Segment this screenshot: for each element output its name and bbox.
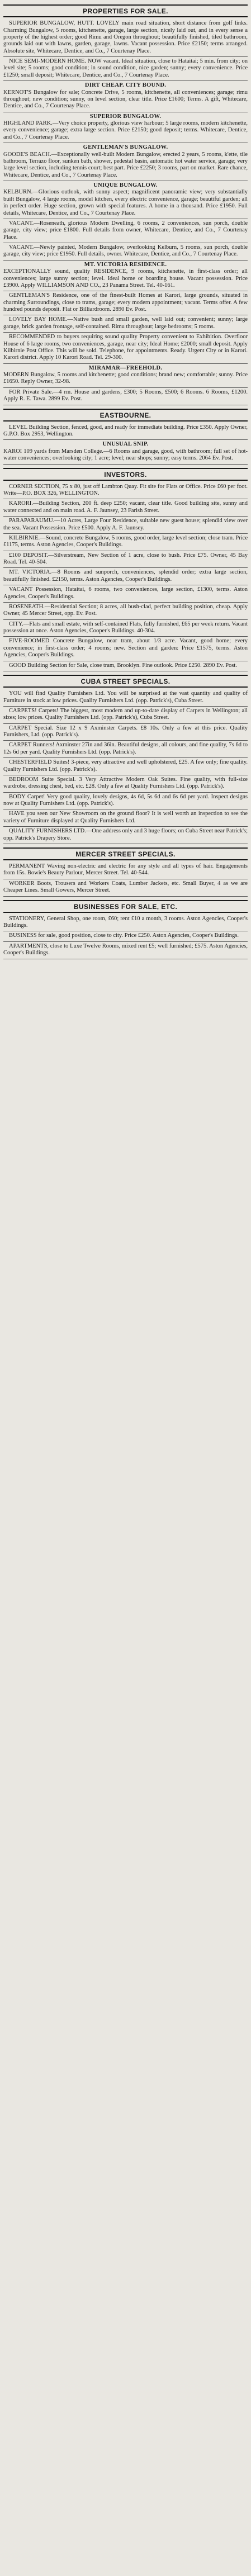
ad-text: CARPET Runners! Axminster 27in and 36in. Beautiful designs, all colours, and fine quality, 7s 6d to 12s 6d per yard. Quality Furnishers Ltd. (opp. Patrick's). xyxy=(3,742,248,755)
ad-text: CHESTERFIELD Suites! 3-piece, very attractive and well upholstered, £25. A few only; fine quality. Quality Furnishers Ltd. (opp. Patrick's). xyxy=(3,759,248,773)
classified-ad xyxy=(3,388,248,405)
ad-title: UNIQUE BUNGALOW. xyxy=(93,182,158,189)
classified-ad xyxy=(3,603,248,620)
classified-ad xyxy=(3,741,248,758)
classified-ad xyxy=(3,534,248,551)
ad-text: FIVE-ROOMED Concrete Bungalow, near tram, about 1/3 acre. Vacant, good home; every convenience; in first-class order; 4 rooms; new. Section and garden: Price £1575, terms. Aston Agencies, Cooper's Buildings. xyxy=(3,638,248,659)
classified-ad xyxy=(3,291,248,315)
classified-ad xyxy=(3,758,248,775)
ad-text: SUPERIOR BUNGALOW, HUTT. LOVELY main road situation, short distance from golf links. Charming Bungalow, 5 rooms, kitchenette, garage, large section, nicely laid out, and in every sense a property of the highest order; good Rimu and Oregon throughout; beautifully finished, tiled bathroom, grounds laid out with lawns, garden, garage, lawns. Vacant possession. Price £2150; terms arranged. Absolute site, Whitecare, Dentice, and Co., 7 Courtenay Place. xyxy=(3,20,248,54)
classified-ad xyxy=(3,827,248,844)
classified-section xyxy=(3,4,248,405)
newspaper-column xyxy=(0,0,251,964)
classified-ad xyxy=(3,243,248,261)
classified-section xyxy=(3,900,248,959)
classified-ad xyxy=(3,637,248,661)
ad-text: HIGHLAND PARK.—Very choice property, glorious view harbour; 5 large rooms, modern kitchenette, every convenience; garage; extra large section. Price £2150; good deposit; terms. Whitecare, Dentice, and Co., 7 Courtenay Place. xyxy=(3,120,248,140)
classified-ad xyxy=(3,333,248,364)
classified-ad xyxy=(3,661,248,671)
ad-text: QUALITY FURNISHERS LTD.—One address only and 3 huge floors; on Cuba Street near Patrick's; opp. Patrick's Drapery Store. xyxy=(3,828,248,841)
classified-section xyxy=(3,675,248,844)
ad-title: MT. VICTORIA RESIDENCE. xyxy=(84,261,167,268)
ad-text: KAROI 109 yards from Marsden College.—6 Rooms and garage, good, with bathroom; full set of hot-water conveniences; overlooking city; 1 acre; level; near shops; sunny; easy terms. 2064 Ev. Post. xyxy=(3,448,248,462)
ad-text: GOOD Building Section for Sale, close tram, Brooklyn. Fine outlook. Price £250. 2890 Ev. Post. xyxy=(9,662,237,669)
ad-text: GENTLEMAN'S Residence, one of the finest-built Homes at Karori, large grounds, situated in charming Surroundings, close to trams, garage; every modern appointment; vacant. Terms offer. A few hundred pounds deposit. Flat or Billiardroom. 2890 Ev. Post. xyxy=(3,292,248,313)
classified-ad xyxy=(3,517,248,534)
ad-text: £100 DEPOSIT.—Silverstream, New Section of 1 acre, close to bush. Price £75. Owner, 45 Bay Road. Tel. 40-504. xyxy=(3,552,248,566)
section-header: MERCER STREET SPECIALS. xyxy=(3,847,248,860)
ad-title: MIRAMAR—FREEHOLD. xyxy=(88,364,163,371)
classified-ad xyxy=(3,879,248,897)
classified-ad xyxy=(3,261,248,292)
classified-section xyxy=(3,847,248,897)
ad-text: HAVE you seen our New Showroom on the ground floor? It is well worth an inspection to see the variety of Furniture displayed at Quality Furnishers Ltd. xyxy=(3,811,248,824)
ad-text: NICE SEMI-MODERN HOME. NOW vacant. Ideal situation, close to Hataitai; 5 min. from city; on level site; 5 rooms; good condition; in sound condition, nice garden; sunny; every convenience. Price £1250; small deposit; Whitecare, Dentice, and Co., 7 Courtenay Place. xyxy=(3,58,248,78)
classified-ad xyxy=(3,568,248,585)
ad-title: DIRT CHEAP. CITY BOUND. xyxy=(84,82,167,89)
ad-text: CITY.—Flats and small estate, with self-contained Flats, fully furnished, £65 per week return. Vacant possession at once. Aston Agencies, Cooper's Buildings. 40-304. xyxy=(3,621,248,634)
classified-ad xyxy=(3,707,248,724)
ad-text: ROSENEATH.—Residential Section; 8 acres, all bush-clad, perfect building position, cheap. Apply Owner, 45 Mercer Street, opp. Ev. Post. xyxy=(3,603,248,617)
ad-text: LEVEL Building Section, fenced, good, and ready for immediate building. Price £350. Apply Owner, G.P.O. Box 2953, Wellington. xyxy=(3,424,248,438)
classified-section xyxy=(3,409,248,465)
ad-text: EXCEPTIONALLY sound, quality RESIDENCE, 9 rooms, kitchenette, in first-class order; all conveniences; large sunny section; level. Ideal home or boarding house. Vacant possession. Price £3900. Apply WILLIAMSON AND CO., 23 Panama Street. Tel. 40-161. xyxy=(3,268,248,288)
ad-text: KILBIRNIE.—Sound, concrete Bungalow, 5 rooms, good order, large level section; close tram. Price £1175, terms. Aston Agencies, Cooper's Buildings. xyxy=(3,534,248,548)
ad-text: WORKER Boots, Trousers and Workers Coats, Lumber Jackets, etc. Small Buyer, 4 as we are Cheaper Lines. Small Gowers, Mercer Street. xyxy=(3,880,248,894)
classified-ad xyxy=(3,57,248,81)
classified-ad xyxy=(3,775,248,793)
ad-text: CARPET Special. Size 12 x 9 Axminster Carpets. £8 10s. Only a few at this price. Quality Furnishers, Ltd. (opp. Patrick's). xyxy=(3,724,248,738)
ad-text: YOU will find Quality Furnishers Ltd. You will be surprised at the vast quantity and quality of Furniture in stock at low prices. Quality Furnishers Ltd. (opp. Patrick's), Cuba Street. xyxy=(3,690,248,704)
ad-text: STATIONERY, General Shop, one room, £60; rent £10 a month, 3 rooms. Aston Agencies, Cooper's Buildings. xyxy=(3,915,248,929)
ad-title: UNUSUAL SNIP. xyxy=(102,441,149,448)
ad-text: BODY Carpet! Very good quality, lovely designs, 4s 6d, 5s 6d and 6s 6d per yard. Inspect designs now at Quality Furnishers Ltd. (opp. Patrick's). xyxy=(3,793,248,807)
classified-ad xyxy=(3,620,248,637)
classified-ad xyxy=(3,315,248,333)
classified-ad xyxy=(3,219,248,243)
classified-ad xyxy=(3,364,248,388)
ad-text: CORNER SECTION, 75 x 80, just off Lambton Quay. Fit site for Flats or Office. Price £60 per foot. Write—P.O. BOX 326, WELLINGTON. xyxy=(3,483,248,497)
ad-text: KERNOT'S Bungalow for sale; Concrete Drive, 5 rooms, kitchenette, all conveniences; garage; rimu throughout; new condition; sunny, on level section, clear title. Price £1600; Terms. A gift, Whitecare, Dentice, and Co., 7 Courtenay Place. xyxy=(3,89,248,110)
section-header: CUBA STREET SPECIALS. xyxy=(3,675,248,688)
ad-text: CARPETS! Carpets! The biggest, most modern and up-to-date display of Carpets in Wellington; all sizes; low prices. Quality Furnishers Ltd. (opp. Patrick's), Cuba Street. xyxy=(3,707,248,721)
classified-ad xyxy=(3,862,248,879)
classified-ad xyxy=(3,112,248,144)
classified-ad xyxy=(3,482,248,500)
ad-text: BUSINESS for sale, good position, close to city. Price £250. Aston Agencies, Cooper's Buildings. xyxy=(9,932,239,939)
ad-title: GENTLEMAN'S BUNGALOW. xyxy=(83,144,168,151)
classified-section xyxy=(3,468,248,671)
section-header: BUSINESSES FOR SALE, ETC. xyxy=(3,900,248,913)
section-header: INVESTORS. xyxy=(3,468,248,481)
ad-text: LOVELY BAY HOME.—Native bush and small garden, well laid out; convenient; sunny; large garage, brick garden frontage, self-contained. Rimu throughout; large bedrooms; 5 rooms. xyxy=(3,316,248,330)
classified-ad xyxy=(3,585,248,603)
classified-ad xyxy=(3,724,248,741)
classified-ad xyxy=(3,793,248,810)
ad-text: FOR Private Sale.—4 rm. House and gardens, £300; 5 Rooms, £500; 6 Rooms. 6 Rooms, £1200. Apply R. E. Tawa. 2899 Ev. Post. xyxy=(3,389,248,402)
ad-text: KARORI.—Building Section, 200 ft. deep £250; vacant, clear title. Good building site, sunny and water connected and on main road. A. F. Jaunsey, 23 Farish Street. xyxy=(3,500,248,514)
ad-text: RECOMMENDED to buyers requiring sound quality Property convenient to Exhibition. Overfloor House of 6 large rooms, two conveniences, garage, near city; Ideal Home; £2000; small deposit. Apply Kilbirnie Post Office. This will be sold. Telephone, for appointments. Ready. Urgent City or in Karori. Karori district. Apply 10 Karori Road. Tel. 29-300. xyxy=(3,334,248,361)
ad-text: MODERN Bungalow, 5 rooms and kitchenette; good conditions; brand new; comfortable; sunny. Price £1650. Reply Owner, 32-98. xyxy=(3,372,248,385)
classified-ad xyxy=(3,931,248,941)
classified-ad xyxy=(3,809,248,827)
classified-ad xyxy=(3,942,248,959)
classified-ad xyxy=(3,915,248,932)
classified-ad xyxy=(3,689,248,707)
ad-text: BEDROOM Suite Special. 3 Very Attractive Modern Oak Suites. Fine quality, with full-size wardrobe, dressing chest, bed, etc. £28. Only a few at Quality Furnishers Ltd. (opp. Patrick's). xyxy=(3,776,248,790)
section-header: PROPERTIES FOR SALE. xyxy=(3,4,248,17)
classified-ad xyxy=(3,423,248,441)
classified-ad xyxy=(3,551,248,569)
classified-ad xyxy=(3,19,248,57)
ad-text: MT. VICTORIA.—8 Rooms and sunporch, conveniences, splendid order; extra large section, beautifully finished. £2150, terms. Aston Agencies, Cooper's Buildings. xyxy=(3,569,248,583)
ad-text: PARAPARAUMU.—10 Acres, Large Four Residence, suitable new guest house; splendid view over the sea. Vacant Possession. Price £500. Apply A. F. Jaunsey. xyxy=(3,518,248,531)
section-header: EASTBOURNE. xyxy=(3,409,248,422)
ad-text: GOODE'S BEACH.—Exceptionally well-built Modern Bungalow, erected 2 years, 5 rooms, k'ette, tile bathroom, Terrazo floor, sunken bath, shower, pedestal basin, automatic hot water service, garage; very large level section, including tennis court; best part. Price £2250; 3 rooms, part on market. Rare chance, Whitecare, Dentice, and Co., 7 Courtenay Place. xyxy=(3,151,248,178)
classified-ad xyxy=(3,143,248,181)
classified-ad xyxy=(3,499,248,517)
ad-text: PERMANENT Waving non-electric and electric for any style and all types of hair. Engagements from 15s. Bowie's Beauty Parlour, Mercer Street. Tel. 40-544. xyxy=(3,863,248,877)
classified-ad xyxy=(3,181,248,219)
ad-title: SUPERIOR BUNGALOW. xyxy=(89,113,162,120)
ad-text: KELBURN.—Glorious outlook, with sunny aspect; magnificent panoramic view; very substantially built Bungalow, 4 large rooms, model kitchen, every electric convenience, garage; beautiful garden; all in perfect order. Huge section, grown with special features. A home in a thousand. Price £1950. Full details, Whitecare, Dentice, and Co., 7 Courtenay Place. xyxy=(3,189,248,216)
ad-text: VACANT Possession, Hataitai, 6 rooms, two conveniences, large section, £1300, terms. Aston Agencies, Cooper's Buildings. xyxy=(3,586,248,600)
classified-ad xyxy=(3,440,248,464)
classified-sections xyxy=(3,4,248,959)
classified-ad xyxy=(3,81,248,112)
ad-text: VACANT.—Roseneath, glorious Modern Dwelling, 6 rooms, 2 conveniences, sun porch, double garage, city view; price £1800. Full details from owner, Whitecare, Dentice, and Co., 7 Courtenay Place. xyxy=(3,220,248,240)
ad-text: VACANT.—Newly painted, Modern Bungalow, overlooking Kelburn, 5 rooms, sun porch, double garage, city view; price £1950. Full details, owner. Whitecare, Dentice, and Co., 7 Courtenay Place. xyxy=(3,244,248,258)
ad-text: APARTMENTS, close to Luxe Twelve Rooms, mixed rent £5; well furnished; £575. Aston Agencies, Cooper's Buildings. xyxy=(3,943,248,956)
